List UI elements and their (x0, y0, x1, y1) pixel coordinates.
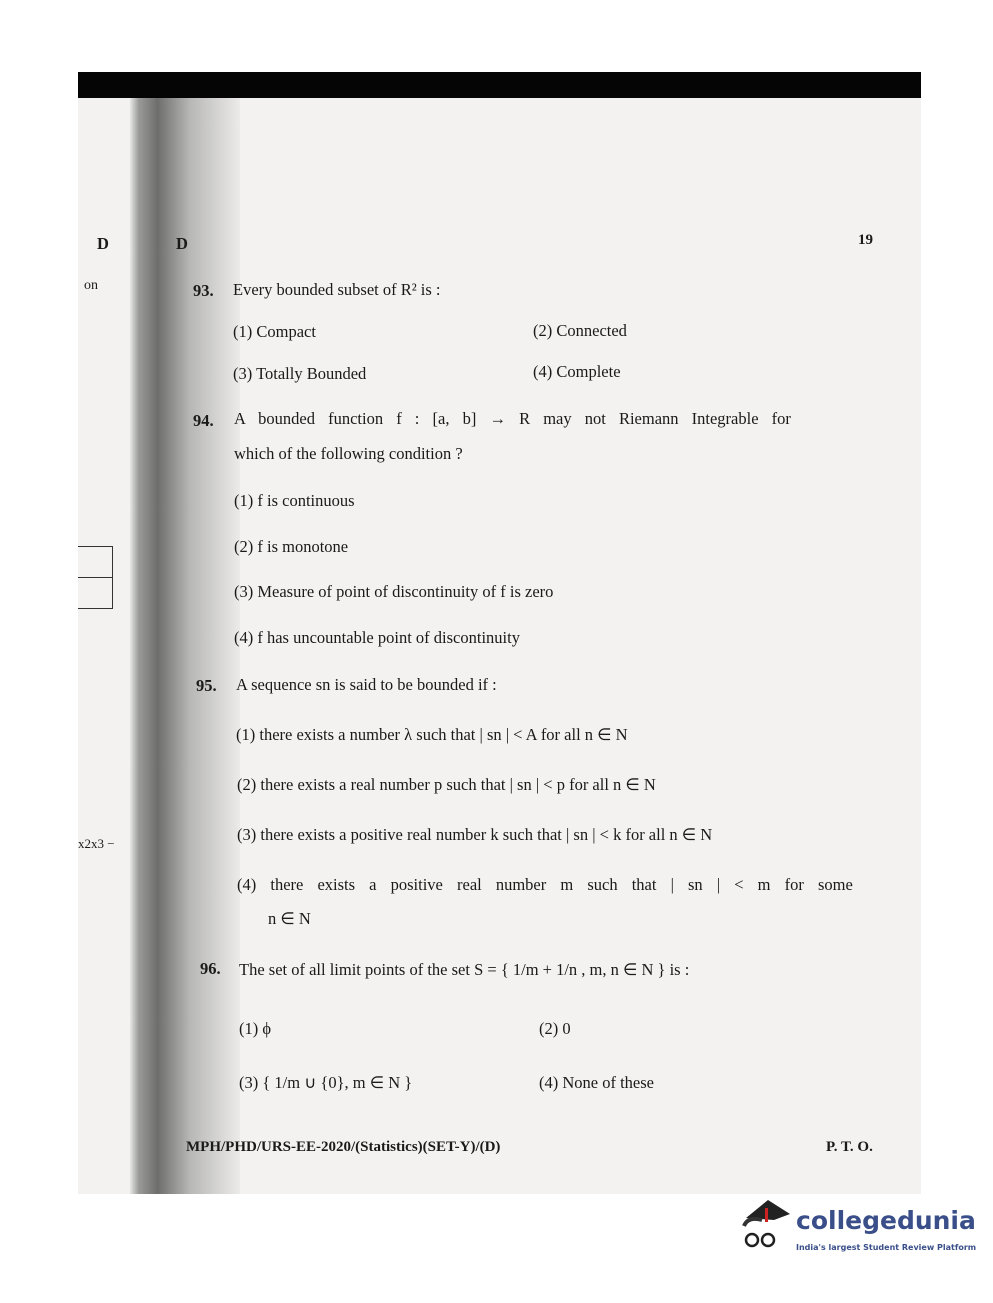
option: (1) there exists a number λ such that | sn | < A for all n ∈ N (236, 725, 628, 744)
option: (4) there exists a positive real number m such that | sn | < m for some (237, 875, 853, 894)
margin-letter: D (97, 234, 109, 253)
option: (3) Totally Bounded (233, 364, 367, 383)
option: (4) Complete (533, 362, 621, 381)
scan-top-border (78, 72, 921, 98)
book-spine-shadow (130, 98, 240, 1194)
option-continuation: n ∈ N (268, 909, 311, 928)
option: (2) there exists a real number p such that | sn | < p for all n ∈ N (237, 775, 656, 794)
collegedunia-logo (738, 1198, 977, 1263)
page-number: 19 (858, 232, 873, 248)
option: (2) 0 (539, 1019, 571, 1038)
question-text: The set of all limit points of the set S = { 1/m + 1/n , m, n ∈ N } is : (239, 960, 690, 979)
question-number: 96. (200, 959, 221, 978)
option: (1) Compact (233, 322, 316, 341)
option: (3) { 1/m ∪ {0}, m ∈ N } (239, 1073, 413, 1092)
paper-code: MPH/PHD/URS-EE-2020/(Statistics)(SET-Y)/(D) (186, 1139, 501, 1155)
option: (3) there exists a positive real number k such that | sn | < k for all n ∈ N (237, 825, 713, 844)
option: (3) Measure of point of discontinuity of f is zero (234, 582, 554, 601)
question-text: A sequence sn is said to be bounded if : (236, 675, 497, 694)
margin-math: x2x3 − (78, 836, 115, 851)
margin-box (78, 577, 113, 609)
pto-label: P. T. O. (826, 1139, 873, 1155)
question-text: Every bounded subset of R² is : (233, 280, 441, 299)
option: (2) Connected (533, 321, 627, 340)
mascot-icon (738, 1198, 798, 1258)
question-number: 93. (193, 281, 214, 300)
brand-name: collegedunia (796, 1206, 976, 1235)
margin-box (78, 546, 113, 578)
option: (4) f has uncountable point of discontinuity (234, 628, 520, 647)
question-number: 95. (196, 676, 217, 695)
brand-tagline: India's largest Student Review Platform (796, 1243, 977, 1252)
set-letter: D (176, 234, 188, 253)
option: (2) f is monotone (234, 537, 349, 556)
margin-fragment: on (84, 278, 98, 293)
option: (4) None of these (539, 1073, 655, 1092)
option: (1) ϕ (239, 1019, 272, 1038)
question-text: A bounded function f : [a, b] → R may not Riemann Integrable for (234, 409, 791, 428)
question-text: which of the following condition ? (234, 444, 463, 463)
question-number: 94. (193, 411, 214, 430)
option: (1) f is continuous (234, 491, 355, 510)
